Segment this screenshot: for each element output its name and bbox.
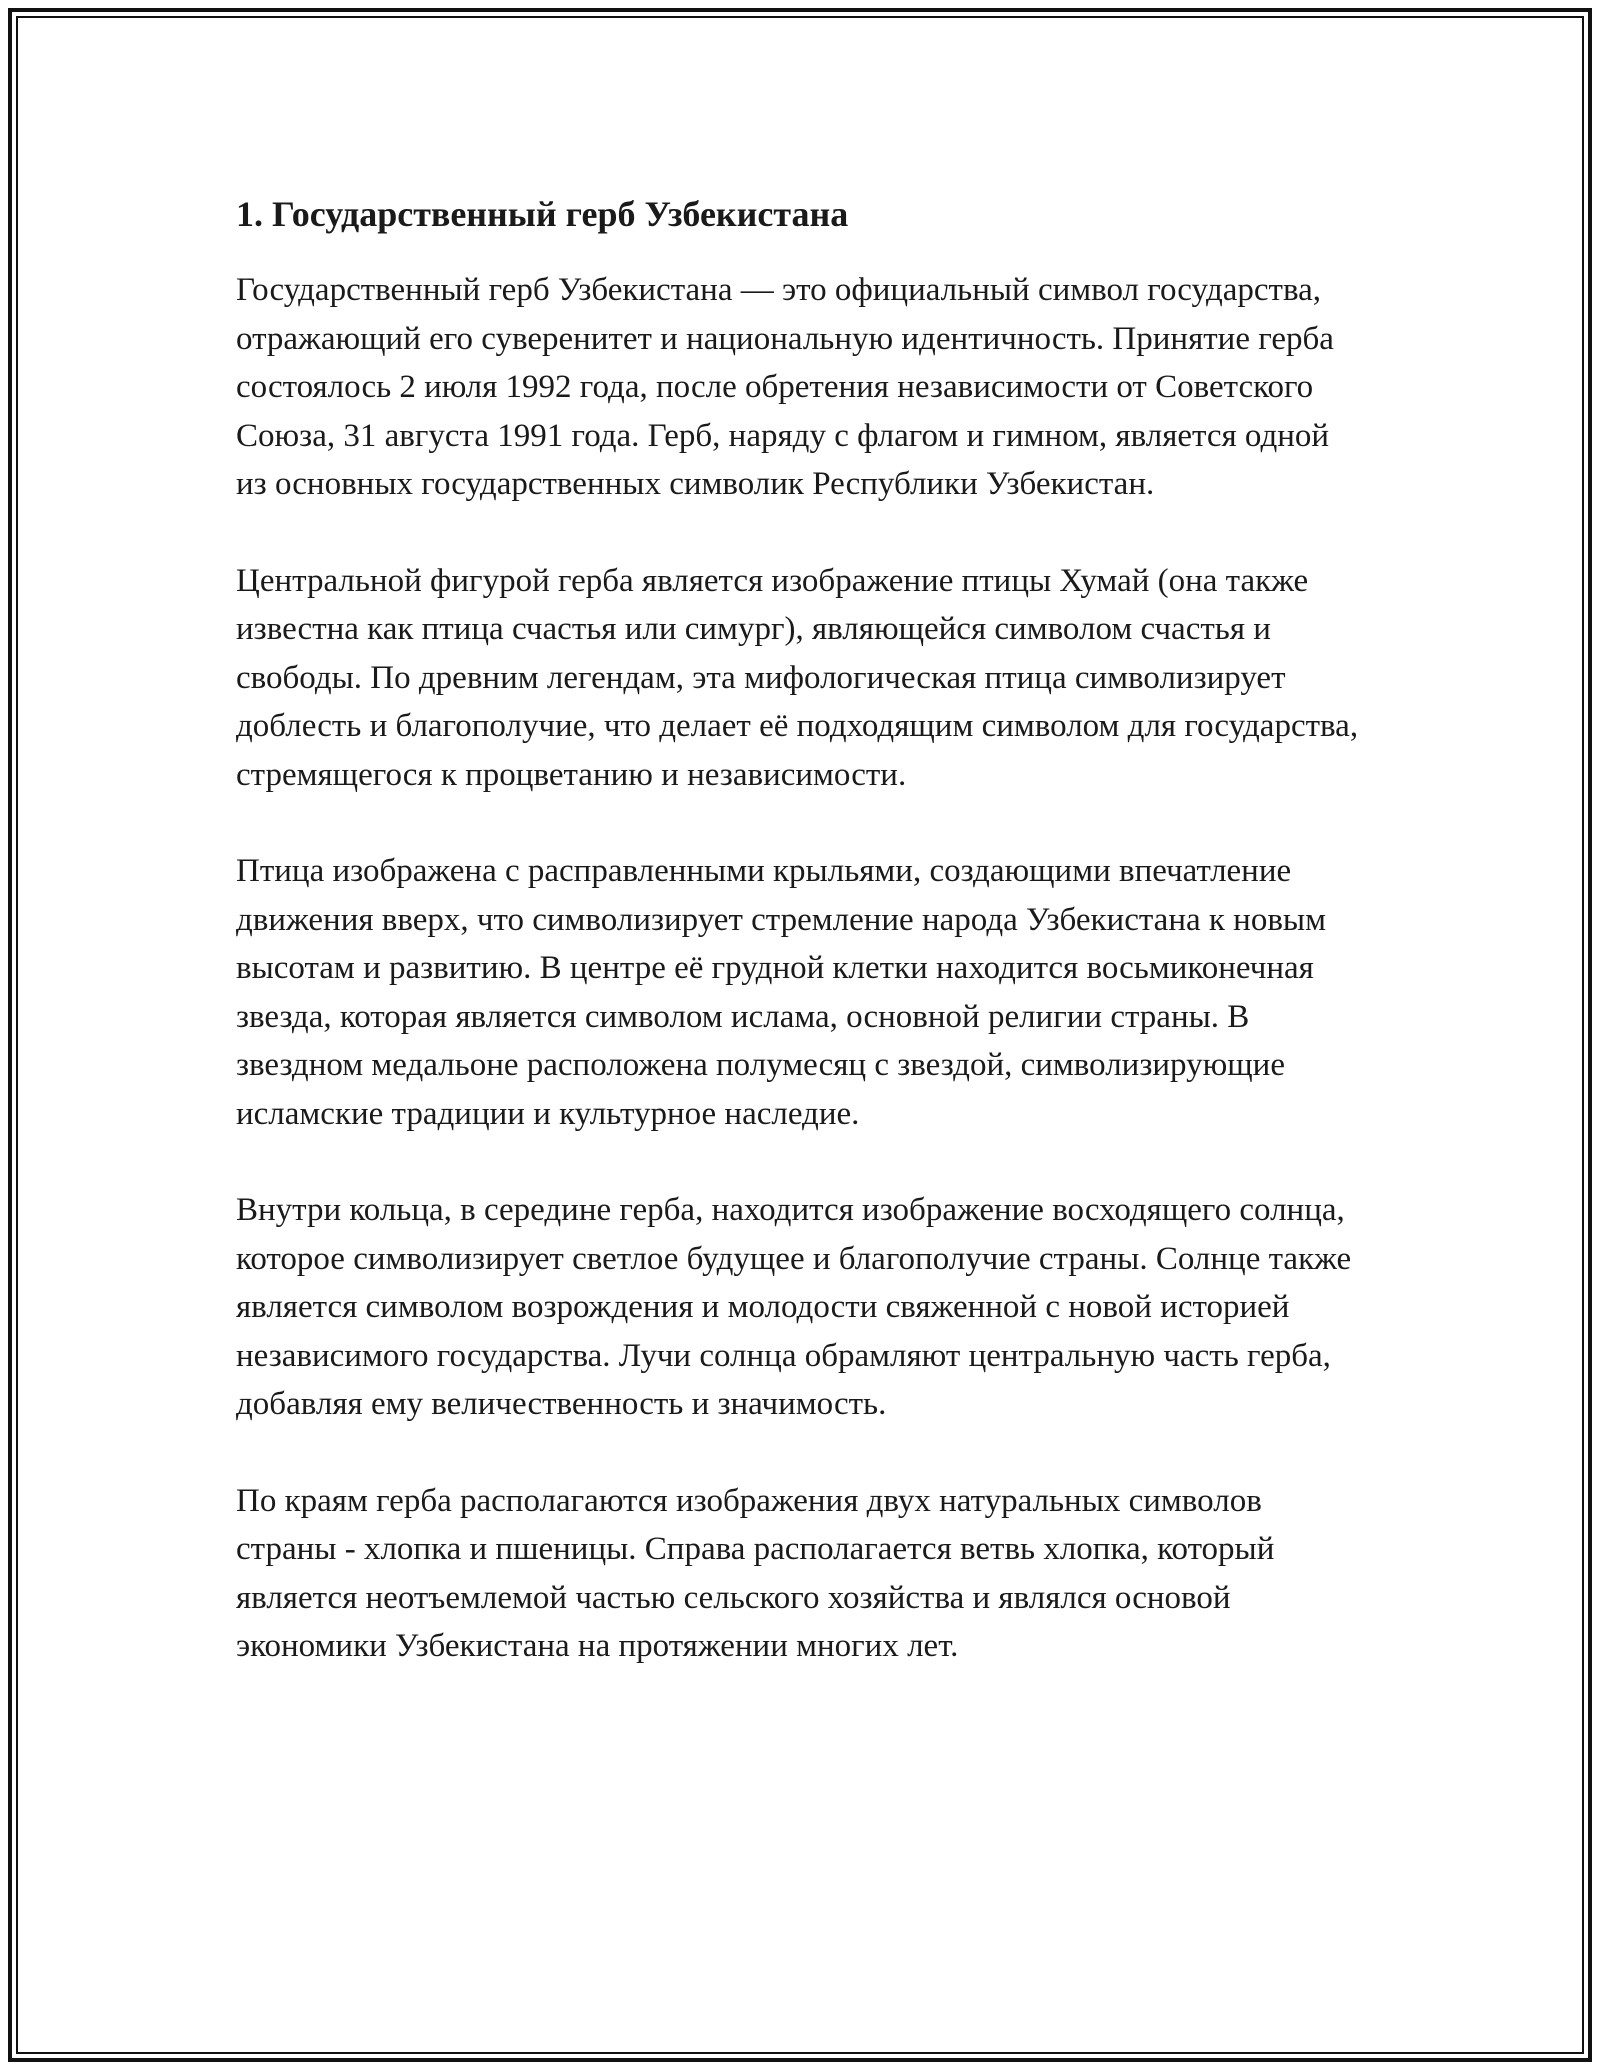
paragraph-rising-sun: Внутри кольца, в середине герба, находится изображение восходящего солнца, которое символизирует светлое будущее и благополучие страны. Солнце также является символом возрождения и молодости свяженной с новой историей независимого государства. Лучи солнца обрамляют центральную часть герба, добавляя ему величественность и значимость. (236, 1192, 1352, 1422)
paragraph-humay-bird: Центральной фигурой герба является изображение птицы Хумай (она также известна как птица счастья или симург), являющейся символом счастья и свободы. По древним легендам, эта мифологическая птица символизирует доблесть и благополучие, что делает её подходящим символом для государства, стремящегося к процветанию и независимости. (236, 562, 1359, 793)
paragraph-wings-star: Птица изображена с расправленными крыльями, создающими впечатление движения вверх, что символизирует стремление народа Узбекистана к новым высотам и развитию. В центре её грудной клетки находится восьмиконечная звезда, которая является символом ислама, основной религии страны. В звездном медальоне расположена полумесяц с звездой, символизирующие исламские традиции и культурное наследие. (236, 853, 1326, 1132)
paragraph-intro: Государственный герб Узбекистана — это официальный символ государства, отражающий его суверенитет и национальную идентичность. Принятие герба состоялось 2 июля 1992 года, после обретения независимости от Советского Союза, 31 августа 1991 года. Герб, наряду с флагом и гимном, является одной из основных государственных символик Республики Узбекистан. (236, 272, 1334, 502)
section-heading: 1. Государственный герб Узбекистана (236, 194, 849, 234)
document-body (236, 184, 1366, 1719)
paragraph-cotton-wheat: По краям герба располагаются изображения двух натуральных символов страны - хлопка и пшеницы. Справа располагается ветвь хлопка, который является неотъемлемой частью сельского хозяйства и являлся основой экономики Узбекистана на протяжении многих лет. (236, 1482, 1275, 1664)
